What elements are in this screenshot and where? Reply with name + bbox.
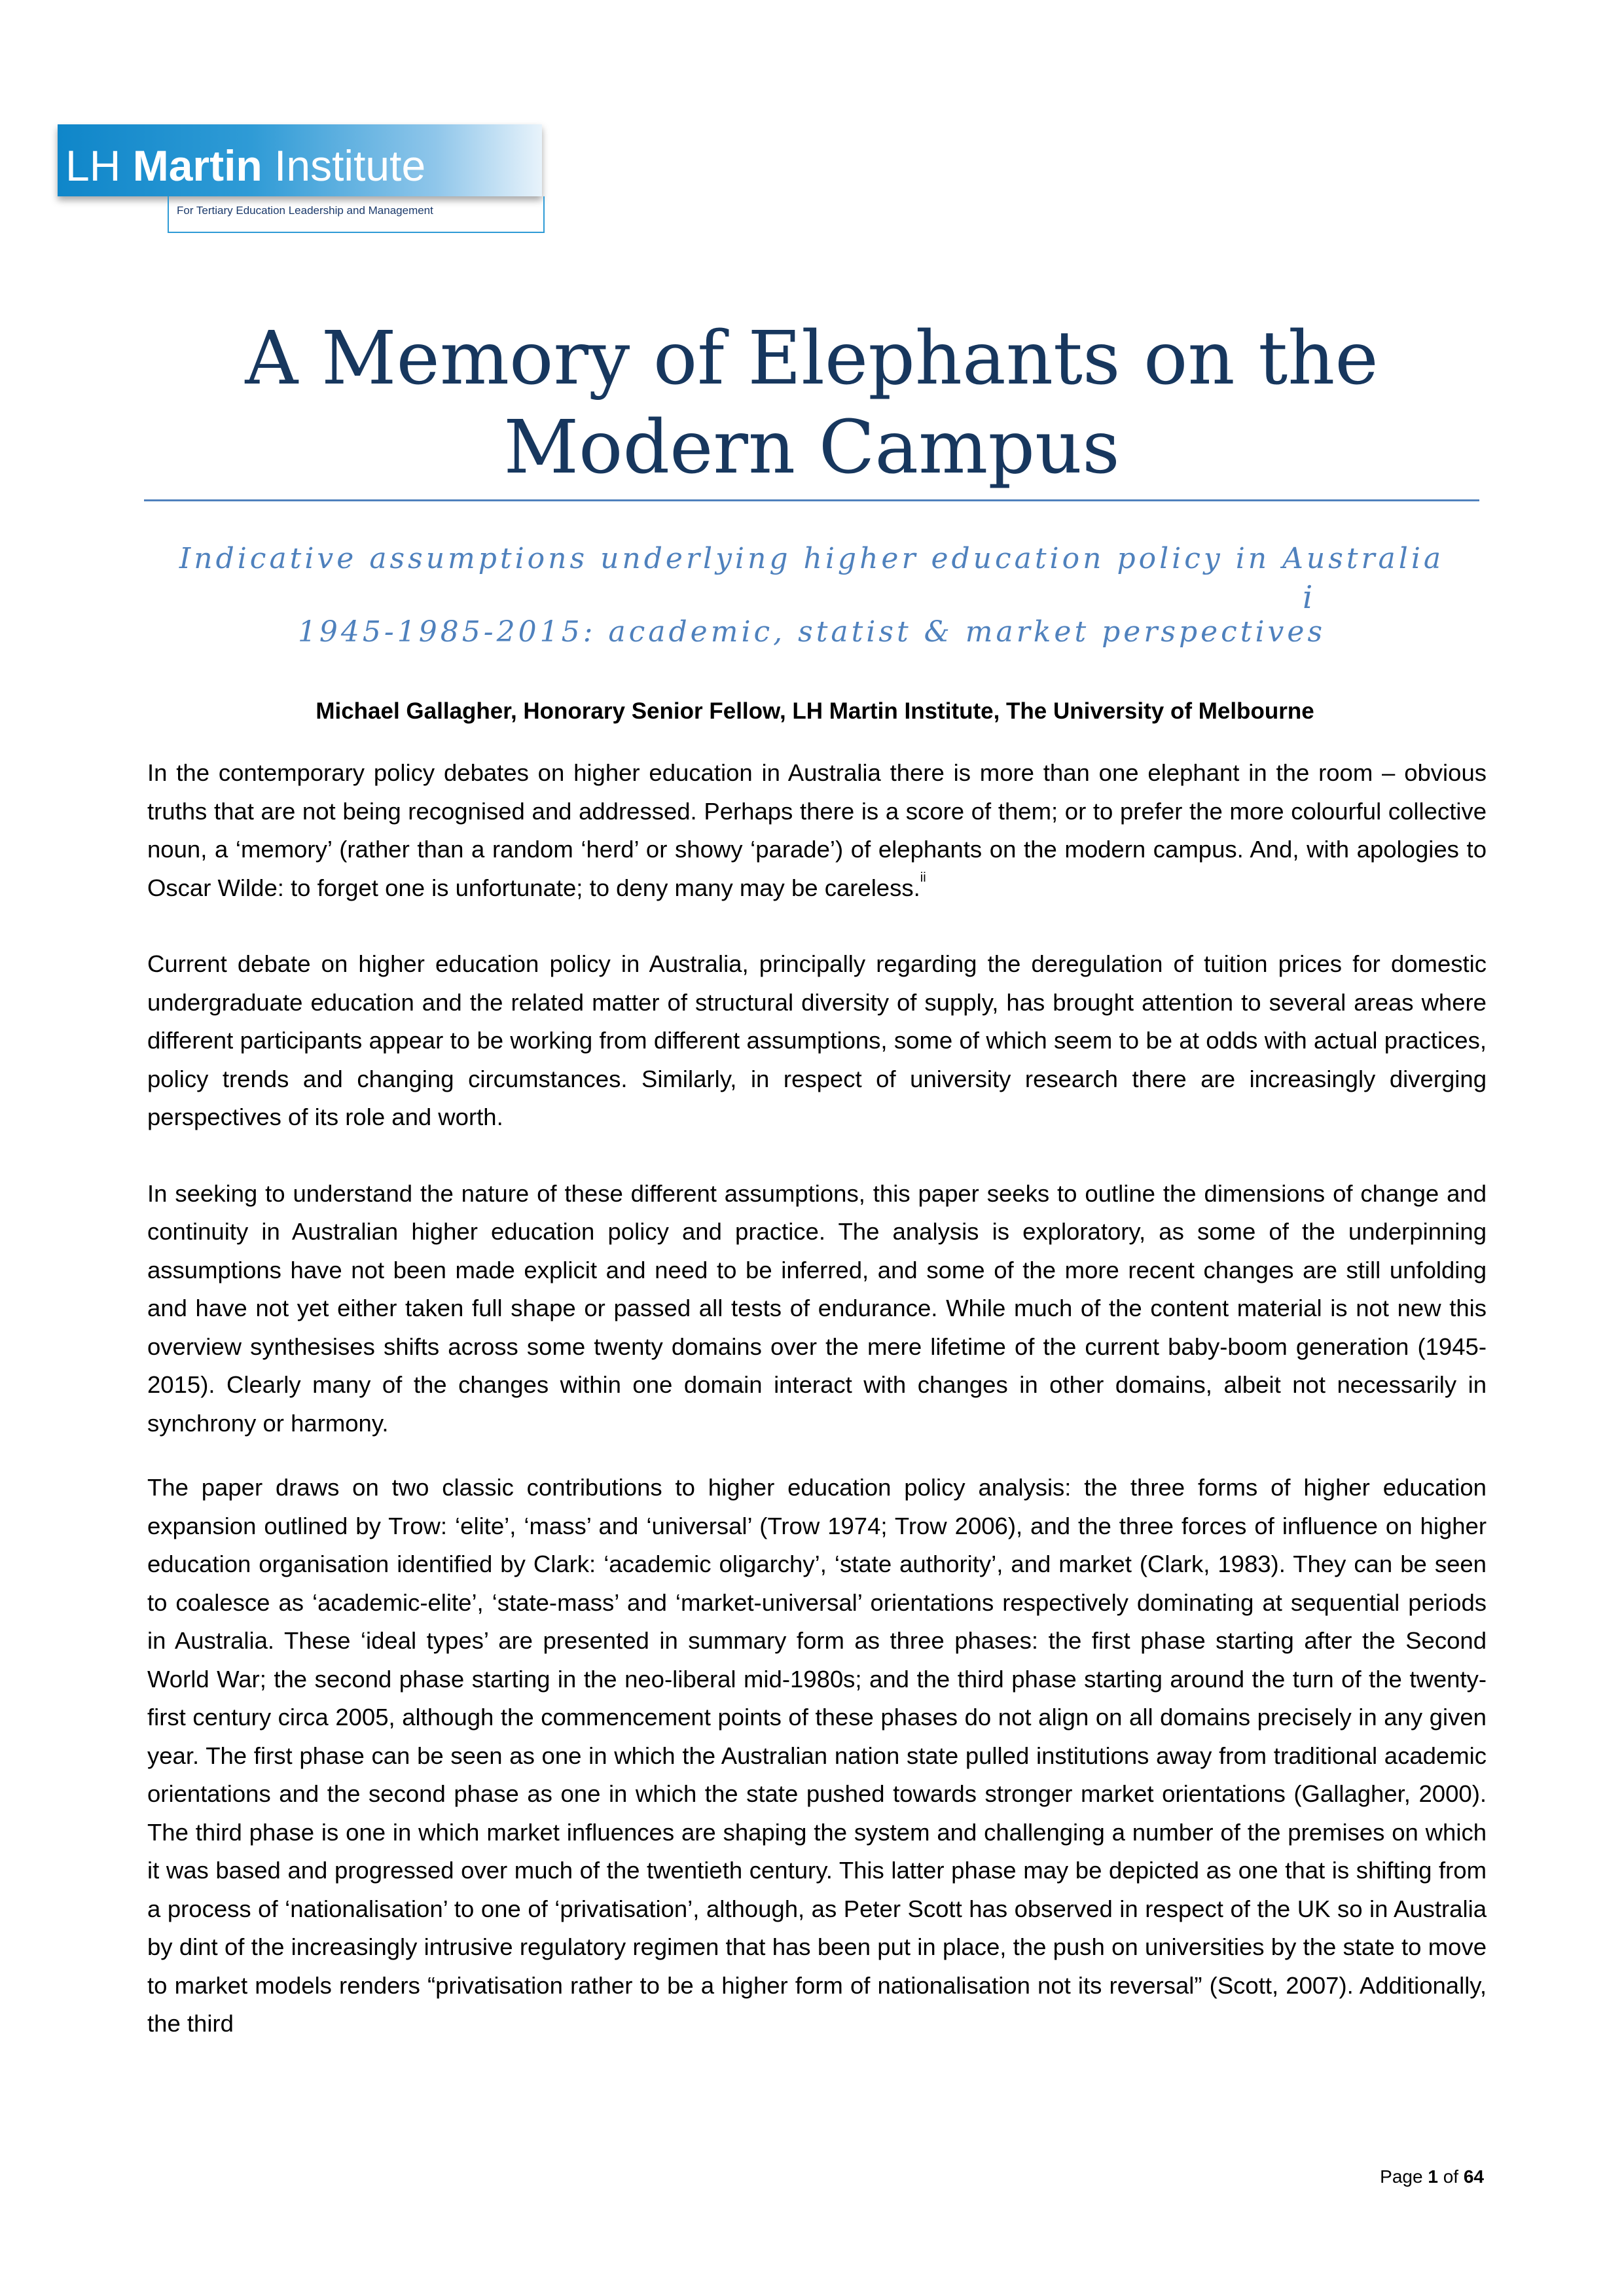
page-number xyxy=(1380,2166,1484,2187)
total-pages: 64 xyxy=(1463,2166,1484,2187)
of-label: of xyxy=(1437,2166,1464,2187)
author-line: Michael Gallagher, Honorary Senior Fellow, LH Martin Institute, The University of Melbourne xyxy=(316,698,1314,724)
current-page: 1 xyxy=(1428,2166,1438,2187)
page-label: Page xyxy=(1380,2166,1428,2187)
logo-tagline-box xyxy=(168,196,545,233)
subtitle-line-2: 1945-1985-2015: academic, statist & market perspectives xyxy=(297,615,1326,649)
body-text xyxy=(147,754,1487,2070)
logo-name-rest: Institute xyxy=(262,141,426,190)
footnote-marker[interactable]: ii xyxy=(920,870,926,885)
paragraph-4: The paper draws on two classic contributions to higher education policy analysis: the three forms of higher education expansion outlined by Trow: ‘elite’, ‘mass’ and ‘universal’ (Trow 1974; Trow 2006), and the three forces of influence on higher education organisation identified by Clark: ‘academic oligarchy’, ‘state authority’, and market (Clark, 1983). They can be seen to coalesce as ‘academic-elite’, ‘state-mass’ and ‘market-universal’ orientations respectively dominating at sequential periods in Australia. These ‘ideal types’ are presented in summary form as three phases: the first phase starting after the Second World War; the second phase starting in the neo-liberal mid-1980s; and the third phase starting around the turn of the twenty-first century circa 2005, although the commencement points of these phases do not align on all domains precisely in any given year. The first phase can be seen as one in which the Australian nation state pulled institutions away from traditional academic orientations and the second phase as one in which the state pushed towards stronger market orientations (Gallagher, 2000). The third phase is one in which market influences are shaping the system and challenging a number of the premises on which it was based and progressed over much of the twentieth century. This latter phase may be depicted as one that is shifting from a process of ‘nationalisation’ to one of ‘privatisation’, although, as Peter Scott has observed in respect of the UK so in Australia by dint of the increasingly intrusive regulatory regimen that has been put in place, the push on universities by the state to move to market models renders “privatisation rather to be a higher form of nationalisation not its reversal” (Scott, 2007). Additionally, the third xyxy=(147,1474,1487,2037)
paragraph-3: In seeking to understand the nature of these different assumptions, this paper seeks to outline the dimensions of change and continuity in Australian higher education policy and practice. The analysis is exploratory, as some of the underpinning assumptions have not been made explicit and need to be inferred, and some of the more recent changes are still unfolding and have not yet either taken full shape or passed all tests of endurance. While much of the content material is not new this overview synthesises shifts across some twenty domains over the mere lifetime of the current baby-boom generation (1945-2015). Clearly many of the changes within one domain interact with changes in other domains, albeit not necessarily in synchrony or harmony. xyxy=(147,1179,1487,1437)
paragraph-1 xyxy=(147,754,1487,907)
document-title: A Memory of Elephants on the Modern Campus xyxy=(245,316,1379,490)
title-divider xyxy=(144,499,1479,501)
paragraph-2: Current debate on higher education policy in Australia, principally regarding the deregulation of tuition prices for domestic undergraduate education and the related matter of structural diversity of supply, has brought attention to several areas where different participants appear to be working from different assumptions, some of which seem to be at odds with actual practices, policy trends and changing circumstances. Similarly, in respect of university research there are increasingly diverging perspectives of its role and worth. xyxy=(147,950,1487,1130)
logo-tagline: For Tertiary Education Leadership and Management xyxy=(177,204,433,217)
logo-name-light: LH xyxy=(65,141,133,190)
logo-name xyxy=(65,141,426,190)
subtitle-line-1: Indicative assumptions underlying higher education policy in Australia xyxy=(179,542,1445,575)
paragraph-1-text: In the contemporary policy debates on higher education in Australia there is more than one elephant in the room – obvious truths that are not being recognised and addressed. Perhaps there is a score of them; or to prefer the more colourful collective noun, a ‘memory’ (rather than a random ‘herd’ or showy ‘parade’) of elephants on the modern campus. And, with apologies to Oscar Wilde: to forget one is unfortunate; to deny many may be careless. xyxy=(147,759,1487,901)
institute-logo xyxy=(58,124,542,237)
logo-band xyxy=(58,124,542,196)
logo-name-bold: Martin xyxy=(132,141,262,190)
subtitle-footnote-marker[interactable]: i xyxy=(1303,579,1313,616)
